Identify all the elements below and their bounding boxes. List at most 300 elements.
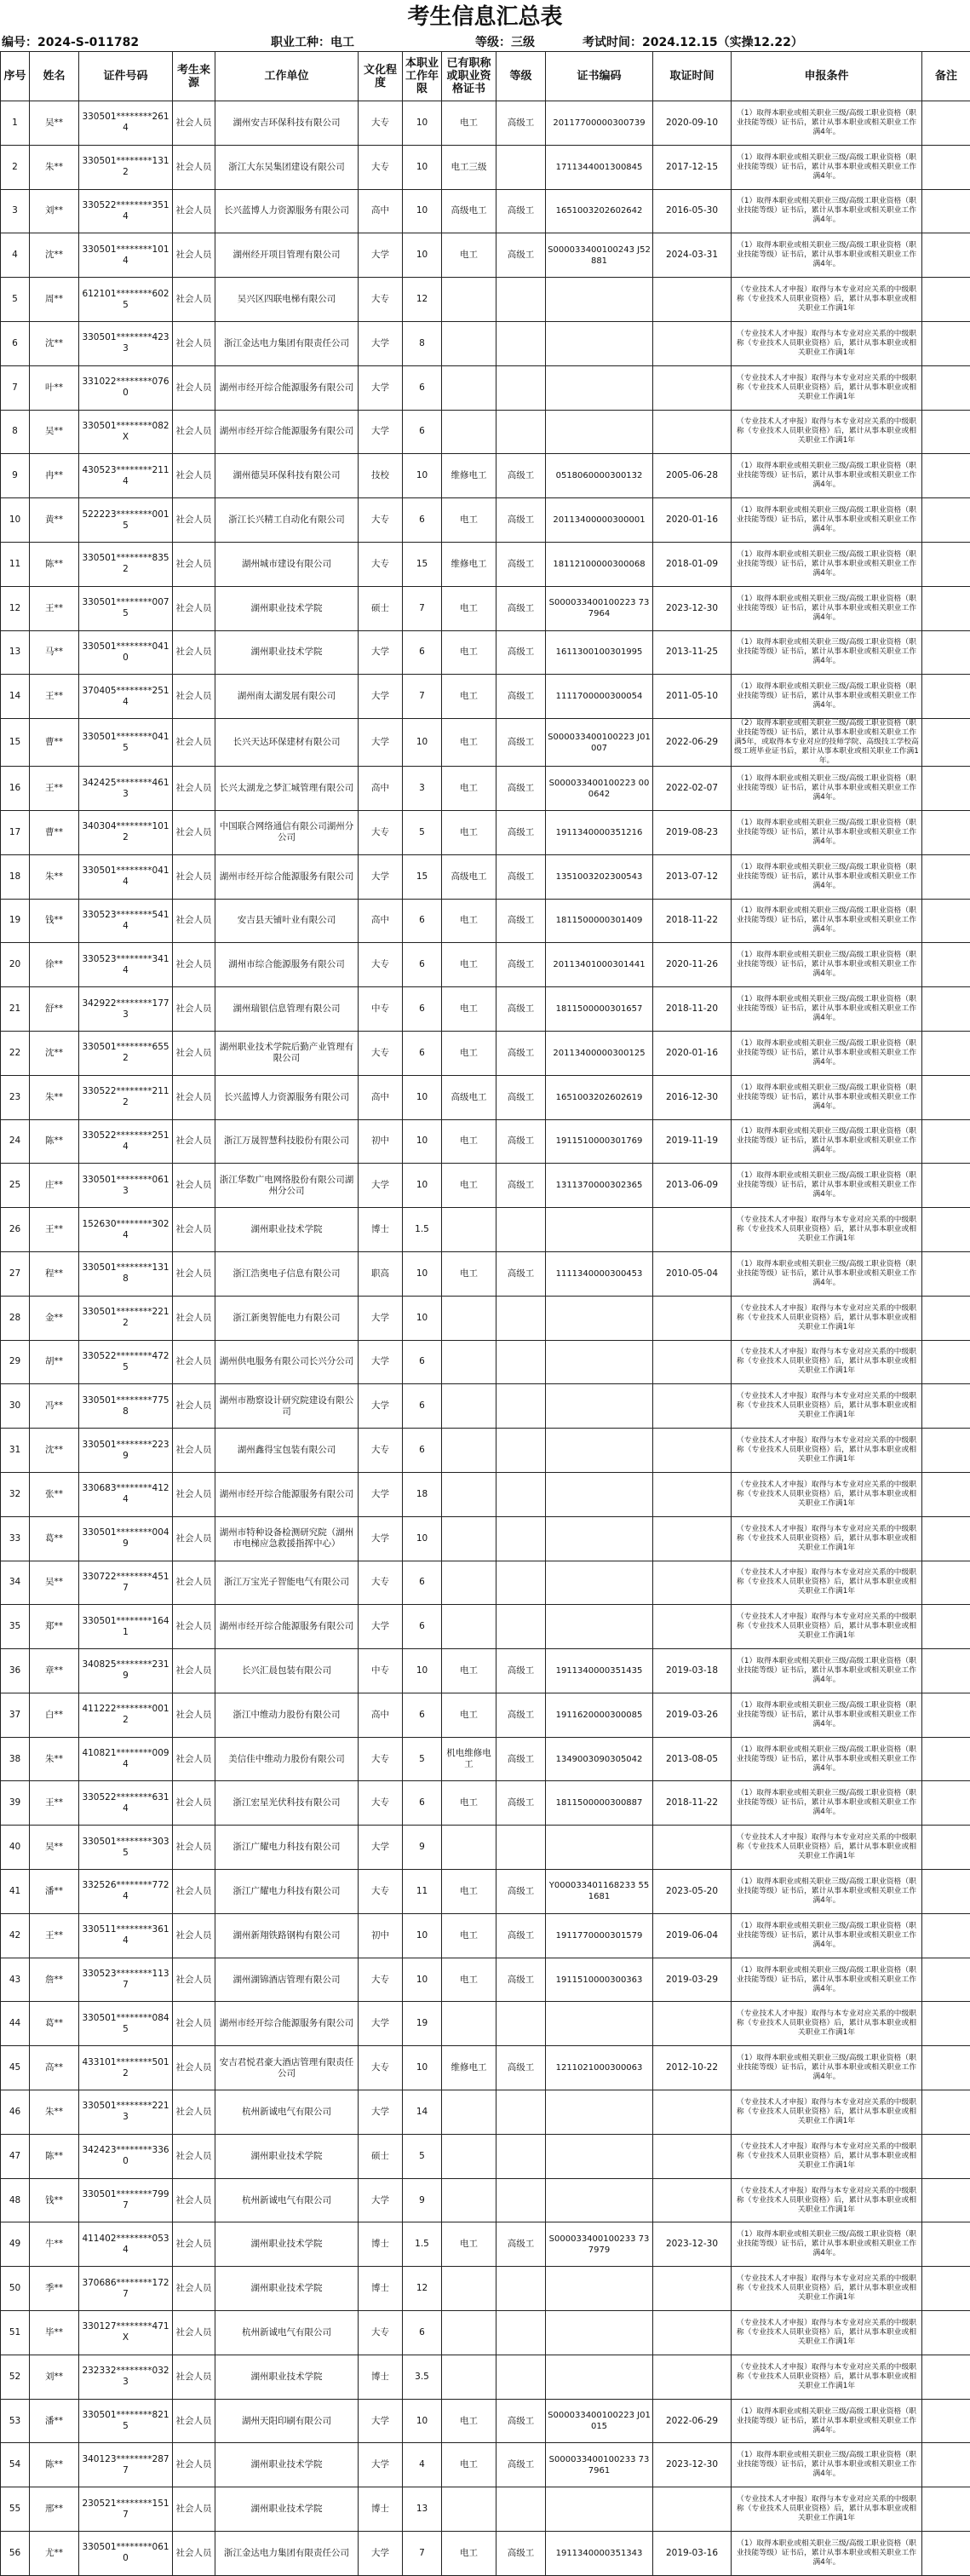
cell-employer: 浙江金达电力集团有限责任公司 [215,2532,359,2576]
cell-grade: 高级工 [496,1958,546,2002]
cell-certificate-code [546,321,653,365]
cell-application-condition: （1）取得本职业或相关职业三级/高级工职业资格（职业技能等级）证书后，累计从事本职业或相关职业工作满4年。 [732,1870,922,1914]
cell-certificate-code [546,410,653,454]
cell-application-condition: （专业技术人才申报）取得与本专业对应关系的中级职称（专业技术人员职业资格）后，累计从事本职业或相关职业工作满1年 [732,2487,922,2532]
cell-education: 大专 [359,1870,403,1914]
cell-issue-date: 2011-05-10 [653,675,732,719]
table-row [1,145,970,189]
cell-application-condition: （专业技术人才申报）取得与本专业对应关系的中级职称（专业技术人员职业资格）后，累计从事本职业或相关职业工作满1年 [732,2090,922,2135]
cell-employer: 湖州职业技术学院后勤产业管理有限公司 [215,1031,359,1075]
cell-education: 大学 [359,1516,403,1561]
cell-name: 曹** [30,719,79,767]
cell-certificate-code [546,1384,653,1429]
cell-employer: 湖州职业技术学院 [215,2487,359,2532]
cell-index: 49 [1,2222,30,2267]
cell-application-condition: （专业技术人才申报）取得与本专业对应关系的中级职称（专业技术人员职业资格）后，累计从事本职业或相关职业工作满1年 [732,2134,922,2178]
cell-work-years: 6 [403,1384,442,1429]
cell-application-condition: （1）取得本职业或相关职业三级/高级工职业资格（职业技能等级）证书后，累计从事本职业或相关职业工作满4年。 [732,2399,922,2443]
cell-index: 5 [1,278,30,322]
cell-source: 社会人员 [173,1208,215,1252]
table-row [1,542,970,586]
table-row [1,1913,970,1958]
cell-source: 社会人员 [173,1296,215,1340]
cell-employer: 浙江金达电力集团有限责任公司 [215,321,359,365]
cell-existing-certificate: 电工 [442,943,496,987]
cell-id-number: 522223********0015 [79,498,173,543]
cell-name: 吴** [30,1561,79,1605]
cell-grade: 高级工 [496,2399,546,2443]
cell-education: 大学 [359,2399,403,2443]
cell-application-condition: （1）取得本职业或相关职业三级/高级工职业资格（职业技能等级）证书后，累计从事本职业或相关职业工作满4年。 [732,101,922,146]
cell-application-condition: （1）取得本职业或相关职业三级/高级工职业资格（职业技能等级）证书后，累计从事本职业或相关职业工作满4年。 [732,189,922,233]
cell-existing-certificate: 维修电工 [442,2046,496,2090]
cell-employer: 中国联合网络通信有限公司湖州分公司 [215,810,359,854]
table-row [1,1649,970,1693]
cell-source: 社会人员 [173,1164,215,1208]
cell-existing-certificate: 电工 [442,987,496,1032]
cell-education: 高中 [359,189,403,233]
cell-source: 社会人员 [173,1693,215,1737]
cell-index: 13 [1,630,30,675]
cell-grade: 高级工 [496,2222,546,2267]
table-row [1,1605,970,1649]
cell-employer: 湖州天阳印刷有限公司 [215,2399,359,2443]
cell-employer: 长兴蓝博人力资源服务有限公司 [215,1075,359,1119]
cell-index: 56 [1,2532,30,2576]
cell-id-number: 330501********0613 [79,1164,173,1208]
cell-index: 36 [1,1649,30,1693]
cell-employer: 吴兴区四联电梯有限公司 [215,278,359,322]
cell-index: 44 [1,2002,30,2046]
cell-index: 38 [1,1737,30,1781]
cell-id-number: 370405********2514 [79,675,173,719]
cell-existing-certificate [442,1561,496,1605]
cell-grade [496,2487,546,2532]
cell-employer: 长兴汇晨包装有限公司 [215,1649,359,1693]
cell-work-years: 6 [403,498,442,543]
cell-issue-date [653,2311,732,2355]
table-row [1,1826,970,1870]
cell-application-condition: （1）取得本职业或相关职业三级/高级工职业资格（职业技能等级）证书后，累计从事本职业或相关职业工作满4年。 [732,1251,922,1296]
table-row [1,2178,970,2222]
cell-existing-certificate [442,1340,496,1384]
cell-certificate-code: 1811500000301409 [546,899,653,943]
cell-certificate-code [546,2311,653,2355]
cell-work-years: 4 [403,2443,442,2487]
cell-existing-certificate: 电工 [442,2222,496,2267]
cell-certificate-code: S000033400100223 J01015 [546,2399,653,2443]
cell-grade [496,145,546,189]
cell-remarks [922,630,970,675]
cell-index: 37 [1,1693,30,1737]
cell-name: 王** [30,1781,79,1826]
table-row [1,1296,970,1340]
cell-name: 高** [30,2046,79,2090]
cell-name: 胡** [30,1340,79,1384]
table-row [1,410,970,454]
cell-index: 14 [1,675,30,719]
table-row [1,101,970,146]
cell-certificate-code: 1711344001300845 [546,145,653,189]
cell-application-condition: （1）取得本职业或相关职业三级/高级工职业资格（职业技能等级）证书后，累计从事本职业或相关职业工作满4年。 [732,498,922,543]
cell-id-number: 340123********2877 [79,2443,173,2487]
cell-certificate-code [546,2355,653,2399]
cell-source: 社会人员 [173,1075,215,1119]
cell-education: 大学 [359,1164,403,1208]
table-row [1,767,970,811]
cell-source: 社会人员 [173,767,215,811]
cell-name: 王** [30,1913,79,1958]
cell-remarks [922,675,970,719]
cell-name: 沈** [30,321,79,365]
cell-grade: 高级工 [496,1075,546,1119]
cell-education: 大专 [359,1958,403,2002]
cell-id-number: 330501********082X [79,410,173,454]
cell-education: 大学 [359,2002,403,2046]
cell-application-condition: （1）取得本职业或相关职业三级/高级工职业资格（职业技能等级）证书后，累计从事本职业或相关职业工作满4年。 [732,943,922,987]
cell-certificate-code: 1111700000300054 [546,675,653,719]
cell-employer: 湖州鑫得宝包装有限公司 [215,1429,359,1473]
cell-education: 博士 [359,2355,403,2399]
cell-id-number: 330501********7758 [79,1384,173,1429]
cell-education: 大专 [359,1429,403,1473]
cell-education: 大专 [359,498,403,543]
cell-index: 26 [1,1208,30,1252]
cell-remarks [922,1075,970,1119]
cell-employer: 长兴太湖龙之梦汇城管理有限公司 [215,767,359,811]
cell-source: 社会人员 [173,1251,215,1296]
cell-index: 1 [1,101,30,146]
cell-remarks [922,278,970,322]
table-row [1,1208,970,1252]
cell-education: 高中 [359,899,403,943]
candidate-table [0,51,970,2576]
cell-remarks [922,454,970,498]
cell-existing-certificate [442,1605,496,1649]
cell-existing-certificate: 电工 [442,899,496,943]
cell-certificate-code: 1811500000301657 [546,987,653,1032]
cell-existing-certificate [442,365,496,410]
cell-source: 社会人员 [173,675,215,719]
cell-index: 51 [1,2311,30,2355]
cell-application-condition: （1）取得本职业或相关职业三级/高级工职业资格（职业技能等级）证书后，累计从事本职业或相关职业工作满4年。 [732,586,922,630]
table-row [1,2443,970,2487]
cell-education: 高中 [359,1075,403,1119]
cell-education: 大专 [359,1737,403,1781]
column-header-index: 序号 [1,52,30,101]
cell-source: 社会人员 [173,2046,215,2090]
cell-employer: 湖州职业技术学院 [215,2222,359,2267]
cell-employer: 浙江宏星光伏科技有限公司 [215,1781,359,1826]
cell-id-number: 330523********1137 [79,1958,173,2002]
cell-source: 社会人员 [173,1913,215,1958]
cell-existing-certificate: 电工 [442,630,496,675]
cell-existing-certificate: 电工 [442,1649,496,1693]
cell-index: 9 [1,454,30,498]
cell-issue-date [653,1516,732,1561]
cell-certificate-code [546,2178,653,2222]
cell-id-number: 330501********4233 [79,321,173,365]
cell-application-condition: （1）取得本职业或相关职业三级/高级工职业资格（职业技能等级）证书后，累计从事本职业或相关职业工作满4年。 [732,1958,922,2002]
cell-name: 金** [30,1296,79,1340]
cell-grade [496,1429,546,1473]
cell-source: 社会人员 [173,101,215,146]
cell-education: 中专 [359,987,403,1032]
cell-application-condition: （1）取得本职业或相关职业三级/高级工职业资格（职业技能等级）证书后，累计从事本职业或相关职业工作满4年。 [732,1693,922,1737]
cell-existing-certificate [442,1208,496,1252]
cell-name: 沈** [30,233,79,278]
cell-issue-date: 2018-11-22 [653,899,732,943]
cell-remarks [922,321,970,365]
cell-issue-date [653,1384,732,1429]
cell-id-number: 330501********2213 [79,2090,173,2135]
cell-remarks [922,1870,970,1914]
cell-education: 博士 [359,2222,403,2267]
cell-index: 12 [1,586,30,630]
cell-id-number: 340825********2319 [79,1649,173,1693]
cell-index: 20 [1,943,30,987]
cell-remarks [922,1561,970,1605]
cell-education: 技校 [359,454,403,498]
cell-grade: 高级工 [496,454,546,498]
table-row [1,365,970,410]
cell-certificate-code [546,1429,653,1473]
cell-issue-date [653,1826,732,1870]
cell-grade: 高级工 [496,2046,546,2090]
cell-application-condition: （专业技术人才申报）取得与本专业对应关系的中级职称（专业技术人员职业资格）后，累计从事本职业或相关职业工作满1年 [732,2267,922,2311]
cell-id-number: 411402********0534 [79,2222,173,2267]
cell-certificate-code [546,2134,653,2178]
table-row [1,1561,970,1605]
cell-index: 11 [1,542,30,586]
cell-education: 大学 [359,630,403,675]
cell-index: 45 [1,2046,30,2090]
cell-application-condition: （1）取得本职业或相关职业三级/高级工职业资格（职业技能等级）证书后，累计从事本职业或相关职业工作满4年。 [732,2222,922,2267]
cell-employer: 湖州湖锦酒店管理有限公司 [215,1958,359,2002]
cell-existing-certificate [442,2134,496,2178]
cell-application-condition: （1）取得本职业或相关职业三级/高级工职业资格（职业技能等级）证书后，累计从事本职业或相关职业工作满4年。 [732,1737,922,1781]
cell-issue-date: 2016-05-30 [653,189,732,233]
cell-application-condition: （专业技术人才申报）取得与本专业对应关系的中级职称（专业技术人员职业资格）后，累计从事本职业或相关职业工作满1年 [732,2002,922,2046]
cell-application-condition: （1）取得本职业或相关职业三级/高级工职业资格（职业技能等级）证书后，累计从事本职业或相关职业工作满4年。 [732,233,922,278]
cell-name: 朱** [30,1075,79,1119]
cell-remarks [922,2443,970,2487]
cell-issue-date: 2013-06-09 [653,1164,732,1208]
cell-application-condition: （1）取得本职业或相关职业三级/高级工职业资格（职业技能等级）证书后，累计从事本职业或相关职业工作满4年。 [732,542,922,586]
cell-application-condition: （2）取得本职业或相关职业三级/高级工职业资格（职业技能等级）证书后，累计从事本职业或相关职业工作满5年，或取得本专业对应的技师学院、高级技工学校高级工班毕业证书后，累计从事本职业或相关职业工作满1年。 [732,719,922,767]
cell-work-years: 6 [403,1031,442,1075]
cell-id-number: 330501********2614 [79,101,173,146]
cell-grade: 高级工 [496,719,546,767]
cell-work-years: 19 [403,2002,442,2046]
cell-issue-date: 2018-11-22 [653,1781,732,1826]
cell-education: 大学 [359,321,403,365]
cell-education: 大专 [359,1561,403,1605]
cell-education: 硕士 [359,586,403,630]
cell-employer: 湖州职业技术学院 [215,2355,359,2399]
cell-issue-date [653,410,732,454]
cell-work-years: 9 [403,1826,442,1870]
cell-id-number: 232332********0323 [79,2355,173,2399]
cell-id-number: 330501********6552 [79,1031,173,1075]
cell-source: 社会人员 [173,719,215,767]
cell-employer: 浙江广耀电力科技有限公司 [215,1870,359,1914]
cell-education: 大专 [359,810,403,854]
cell-certificate-code [546,2090,653,2135]
cell-grade [496,365,546,410]
cell-id-number: 330523********5414 [79,899,173,943]
cell-certificate-code: 1651003202602642 [546,189,653,233]
cell-name: 白** [30,1693,79,1737]
cell-grade: 高级工 [496,630,546,675]
cell-education: 大学 [359,410,403,454]
cell-source: 社会人员 [173,899,215,943]
cell-remarks [922,899,970,943]
cell-remarks [922,586,970,630]
cell-existing-certificate [442,1472,496,1516]
cell-index: 4 [1,233,30,278]
cell-grade [496,1472,546,1516]
cell-application-condition: （1）取得本职业或相关职业三级/高级工职业资格（职业技能等级）证书后，累计从事本职业或相关职业工作满4年。 [732,2532,922,2576]
cell-certificate-code [546,365,653,410]
cell-issue-date [653,2355,732,2399]
cell-certificate-code: 1811500000300887 [546,1781,653,1826]
cell-source: 社会人员 [173,454,215,498]
cell-name: 王** [30,1208,79,1252]
cell-education: 博士 [359,1208,403,1252]
cell-name: 吴** [30,101,79,146]
cell-employer: 湖州市经开综合能源服务有限公司 [215,365,359,410]
cell-grade [496,2178,546,2222]
cell-certificate-code [546,1561,653,1605]
cell-index: 8 [1,410,30,454]
cell-education: 大学 [359,1826,403,1870]
cell-work-years: 6 [403,2311,442,2355]
cell-issue-date: 2018-11-20 [653,987,732,1032]
cell-index: 35 [1,1605,30,1649]
cell-employer: 湖州市特种设备检测研究院（湖州市电梯应急救援指挥中心） [215,1516,359,1561]
cell-education: 初中 [359,1913,403,1958]
cell-existing-certificate: 电工 [442,719,496,767]
cell-employer: 杭州新诚电气有限公司 [215,2311,359,2355]
cell-index: 30 [1,1384,30,1429]
column-header-grade: 等级 [496,52,546,101]
cell-existing-certificate: 电工 [442,586,496,630]
cell-employer: 湖州职业技术学院 [215,586,359,630]
cell-id-number: 330501********0610 [79,2532,173,2576]
cell-employer: 长兴蓝博人力资源服务有限公司 [215,189,359,233]
cell-id-number: 330501********0049 [79,1516,173,1561]
cell-id-number: 330522********2112 [79,1075,173,1119]
cell-source: 社会人员 [173,145,215,189]
cell-remarks [922,2002,970,2046]
cell-name: 潘** [30,1870,79,1914]
cell-index: 52 [1,2355,30,2399]
cell-id-number: 330501********1014 [79,233,173,278]
cell-name: 吴** [30,410,79,454]
cell-remarks [922,410,970,454]
cell-existing-certificate: 电工 [442,1913,496,1958]
cell-source: 社会人员 [173,189,215,233]
cell-work-years: 6 [403,365,442,410]
cell-employer: 湖州安吉环保科技有限公司 [215,101,359,146]
cell-source: 社会人员 [173,854,215,899]
cell-id-number: 330501********0415 [79,719,173,767]
cell-employer: 浙江华数广电网络股份有限公司湖州分公司 [215,1164,359,1208]
cell-remarks [922,2134,970,2178]
cell-remarks [922,719,970,767]
cell-employer: 湖州市经开综合能源服务有限公司 [215,1472,359,1516]
cell-source: 社会人员 [173,2311,215,2355]
cell-existing-certificate: 电工 [442,1958,496,2002]
cell-work-years: 6 [403,943,442,987]
cell-application-condition: （专业技术人才申报）取得与本专业对应关系的中级职称（专业技术人员职业资格）后，累计从事本职业或相关职业工作满1年 [732,1561,922,1605]
cell-employer: 湖州市经开综合能源服务有限公司 [215,2002,359,2046]
cell-education: 大学 [359,854,403,899]
cell-id-number: 330522********6314 [79,1781,173,1826]
cell-grade [496,2090,546,2135]
table-row [1,2267,970,2311]
cell-issue-date [653,278,732,322]
cell-work-years: 12 [403,278,442,322]
cell-application-condition: （专业技术人才申报）取得与本专业对应关系的中级职称（专业技术人员职业资格）后，累计从事本职业或相关职业工作满1年 [732,1208,922,1252]
cell-employer: 湖州德昊环保科技有限公司 [215,454,359,498]
cell-existing-certificate [442,2311,496,2355]
cell-issue-date [653,1340,732,1384]
cell-index: 40 [1,1826,30,1870]
table-row [1,1075,970,1119]
table-row [1,1429,970,1473]
cell-remarks [922,2532,970,2576]
cell-certificate-code: S000033400100223 737964 [546,586,653,630]
cell-education: 大专 [359,2046,403,2090]
cell-grade: 高级工 [496,767,546,811]
cell-application-condition: （1）取得本职业或相关职业三级/高级工职业资格（职业技能等级）证书后，累计从事本职业或相关职业工作满4年。 [732,1031,922,1075]
cell-employer: 湖州瑞银信息管理有限公司 [215,987,359,1032]
cell-application-condition: （1）取得本职业或相关职业三级/高级工职业资格（职业技能等级）证书后，累计从事本职业或相关职业工作满4年。 [732,630,922,675]
cell-issue-date: 2012-10-22 [653,2046,732,2090]
cell-issue-date: 2022-02-07 [653,767,732,811]
cell-employer: 杭州新诚电气有限公司 [215,2090,359,2135]
table-row [1,189,970,233]
cell-existing-certificate: 高级电工 [442,854,496,899]
table-row [1,2532,970,2576]
cell-name: 尤** [30,2532,79,2576]
cell-remarks [922,854,970,899]
table-row [1,2002,970,2046]
cell-certificate-code [546,1472,653,1516]
cell-application-condition: （1）取得本职业或相关职业三级/高级工职业资格（职业技能等级）证书后，累计从事本职业或相关职业工作满4年。 [732,1781,922,1826]
cell-grade: 高级工 [496,498,546,543]
cell-issue-date: 2023-12-30 [653,2222,732,2267]
cell-work-years: 10 [403,1164,442,1208]
cell-index: 16 [1,767,30,811]
cell-employer: 长兴天达环保建材有限公司 [215,719,359,767]
table-row [1,278,970,322]
cell-existing-certificate: 电工 [442,1870,496,1914]
cell-source: 社会人员 [173,987,215,1032]
cell-issue-date: 2022-06-29 [653,719,732,767]
cell-work-years: 10 [403,719,442,767]
cell-work-years: 10 [403,1649,442,1693]
cell-name: 刘** [30,2355,79,2399]
cell-index: 2 [1,145,30,189]
cell-employer: 湖州职业技术学院 [215,1208,359,1252]
cell-issue-date [653,2267,732,2311]
cell-certificate-code: 1911340000351435 [546,1649,653,1693]
cell-index: 43 [1,1958,30,2002]
cell-education: 大专 [359,943,403,987]
